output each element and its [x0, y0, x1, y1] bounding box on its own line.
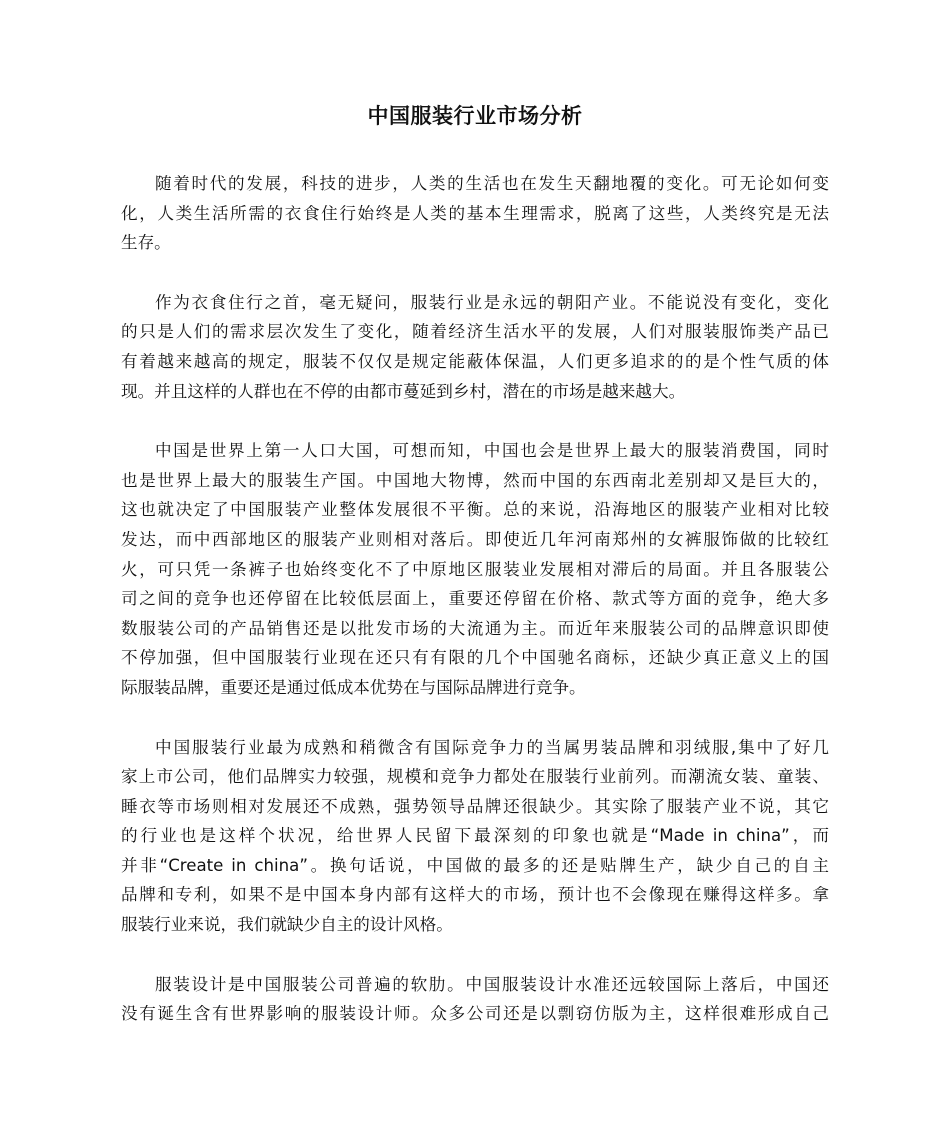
paragraph-line: 作为衣食住行之首，毫无疑问，服装行业是永远的朝阳产业。不能说没有变化，变化	[155, 292, 829, 312]
paragraph-line: 这也就决定了中国服装产业整体发展很不平衡。总的来说，沿海地区的服装产业相对比较	[121, 500, 829, 520]
paragraph-line: 服装行业来说，我们就缺少自主的设计风格。	[121, 915, 453, 935]
paragraph-line: 品牌和专利，如果不是中国本身内部有这样大的市场，预计也不会像现在赚得这样多。拿	[121, 885, 829, 905]
paragraph-line: 不停加强，但中国服装行业现在还只有有限的几个中国驰名商标，还缺少真正意义上的国	[121, 648, 829, 668]
paragraph-line: 家上市公司，他们品牌实力较强，规模和竞争力都处在服装行业前列。而潮流女装、童装、	[121, 767, 829, 787]
paragraph-line: 没有诞生含有世界影响的服装设计师。众多公司还是以剽窃仿版为主，这样很难形成自己	[121, 1004, 829, 1024]
paragraph-line: 火，可只凭一条裤子也始终变化不了中原地区服装业发展相对滞后的局面。并且各服装公	[121, 559, 829, 579]
paragraph	[121, 288, 829, 406]
paragraph	[121, 169, 829, 258]
paragraph-line: 有着越来越高的规定，服装不仅仅是规定能蔽体保温，人们更多追求的的是个性气质的体	[121, 351, 829, 371]
paragraph-line: 服装设计是中国服装公司普遍的软肋。中国服装设计水准还远较国际上落后，中国还	[155, 974, 829, 994]
paragraph	[121, 436, 829, 702]
paragraph-line: 也是世界上最大的服装生产国。中国地大物博，然而中国的东西南北差别却又是巨大的，	[121, 470, 829, 490]
paragraph-line: 现。并且这样的人群也在不停的由都市蔓延到乡村，潜在的市场是越来越大。	[121, 381, 686, 401]
paragraph-line: 化，人类生活所需的衣食住行始终是人类的基本生理需求，脱离了这些，人类终究是无法	[121, 203, 829, 223]
paragraph-line: 睡衣等市场则相对发展还不成熟，强势领导品牌还很缺少。其实除了服装产业不说，其它	[121, 796, 829, 816]
paragraph-line: 数服装公司的产品销售还是以批发市场的大流通为主。而近年来服装公司的品牌意识即使	[121, 618, 829, 638]
paragraph-line: 的行业也是这样个状况，给世界人民留下最深刻的印象也就是“Made in china”，而	[121, 826, 829, 846]
paragraph-line: 际服装品牌，重要还是通过低成本优势在与国际品牌进行竞争。	[121, 677, 586, 697]
paragraph	[121, 970, 829, 1029]
paragraph	[121, 733, 829, 940]
paragraph-line: 的只是人们的需求层次发生了变化，随着经济生活水平的发展，人们对服装服饰类产品已	[121, 322, 829, 342]
document-title: 中国服装行业市场分析	[367, 104, 583, 128]
paragraph-line: 中国服装行业最为成熟和稍微含有国际竞争力的当属男装品牌和羽绒服,集中了好几	[155, 737, 829, 757]
paragraph-line: 随着时代的发展，科技的进步，人类的生活也在发生天翻地覆的变化。可无论如何变	[155, 174, 829, 193]
paragraph-line: 中国是世界上第一人口大国，可想而知，中国也会是世界上最大的服装消费国，同时	[155, 441, 829, 461]
paragraph-line: 发达，而中西部地区的服装产业则相对落后。即使近几年河南郑州的女裤服饰做的比较红	[121, 529, 829, 549]
paragraph-line: 并非“Create in china”。换句话说，中国做的最多的还是贴牌生产，缺少自己的自主	[121, 855, 829, 875]
paragraph-line: 司之间的竞争也还停留在比较低层面上，重要还停留在价格、款式等方面的竞争，绝大多	[121, 589, 829, 609]
document-body	[121, 169, 829, 1059]
paragraph-line: 生存。	[121, 233, 171, 253]
